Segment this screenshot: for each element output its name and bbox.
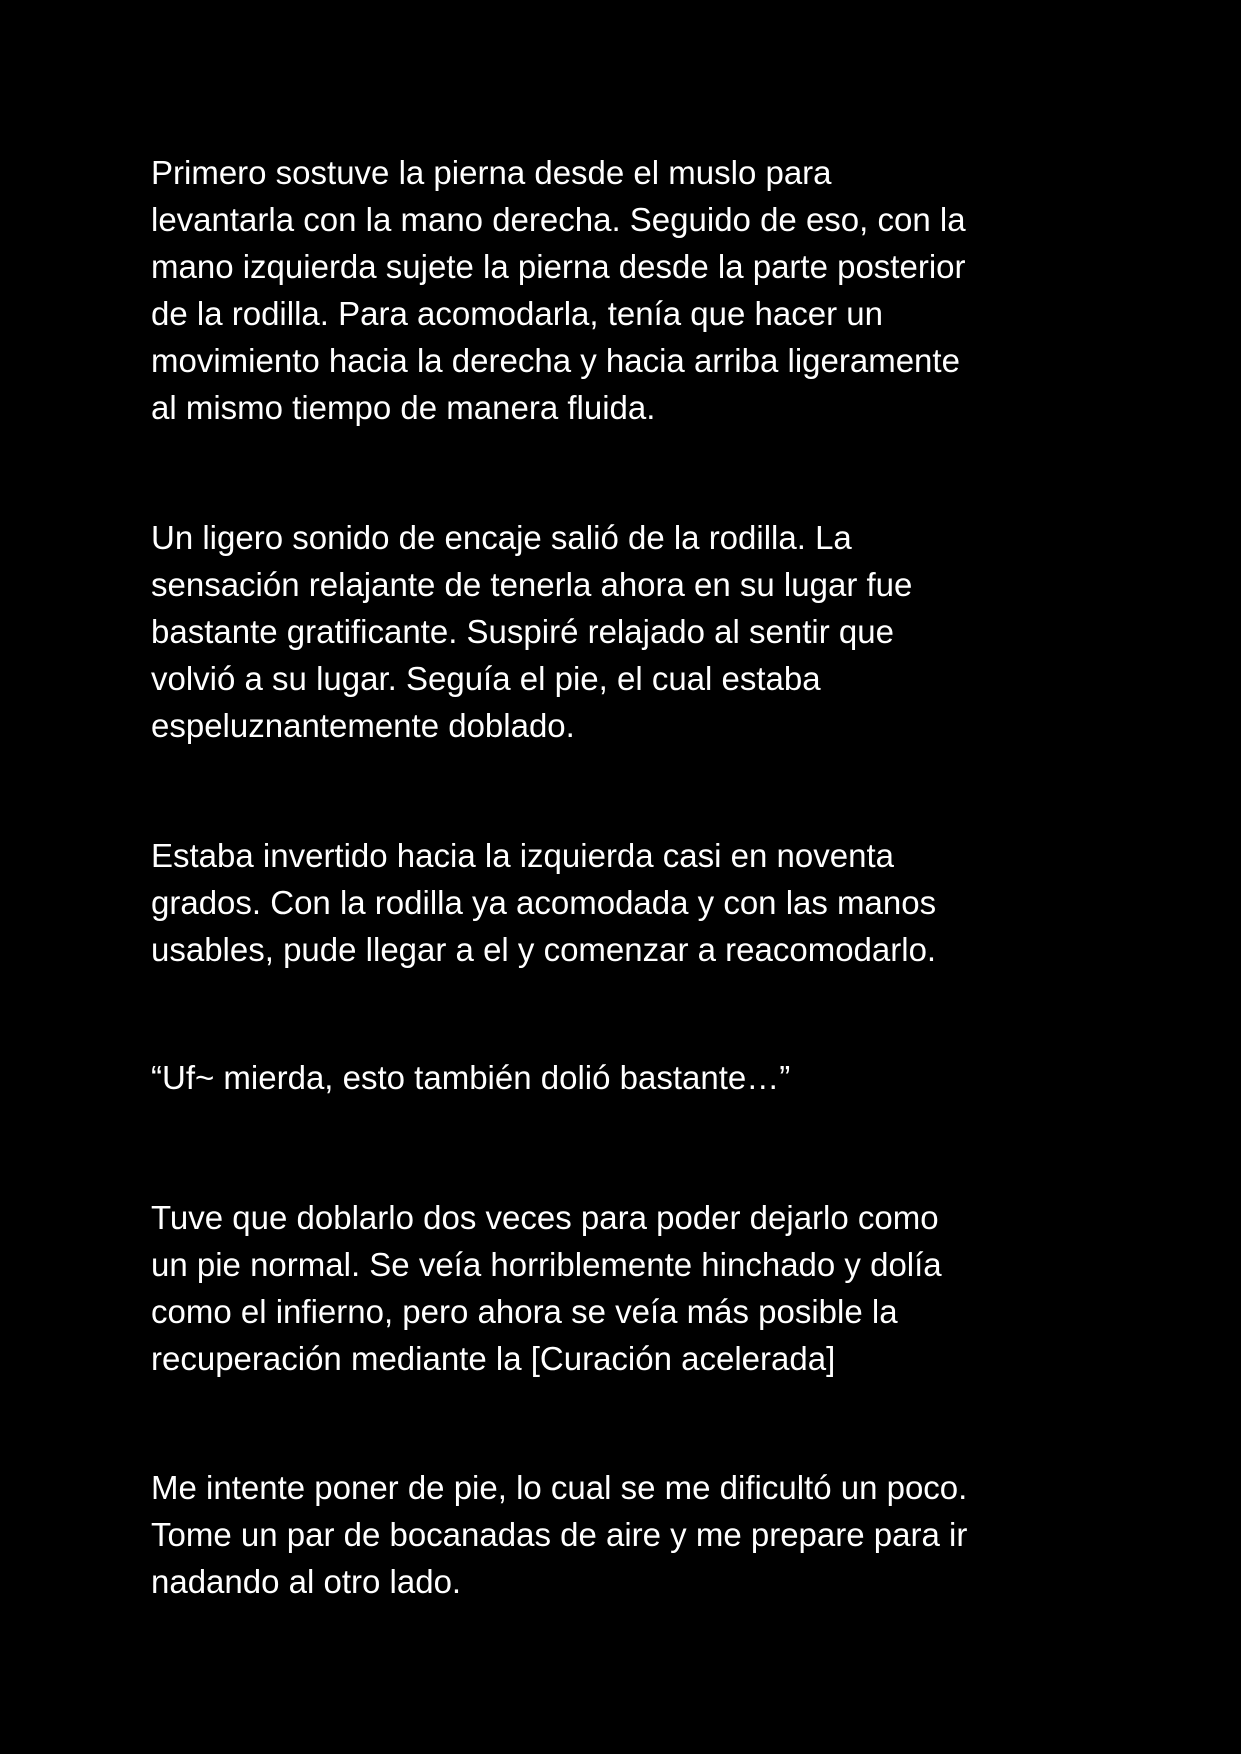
paragraph: Me intente poner de pie, lo cual se me dificultó un poco. Tome un par de bocanadas de aire y me prepare para ir nadando al otro lado. <box>151 1469 968 1600</box>
dialogue-line: “Uf~ mierda, esto también dolió bastante…” <box>151 1059 791 1096</box>
paragraph: Un ligero sonido de encaje salió de la rodilla. La sensación relajante de tenerla ahora en su lugar fue bastante gratificante. Suspiré relajado al sentir que volvió a su lugar. Seguía el pie, el cual estaba espeluznantemente doblado. <box>151 519 913 744</box>
paragraph: Estaba invertido hacia la izquierda casi en noventa grados. Con la rodilla ya acomodada y con las manos usables, pude llegar a el y comenzar a reacomodarlo. <box>151 837 937 968</box>
paragraph: Tuve que doblarlo dos veces para poder dejarlo como un pie normal. Se veía horriblemente hinchado y dolía como el infierno, pero ahora se veía más posible la recuperación mediante la [Curación acelerada] <box>151 1199 942 1377</box>
paragraph: Primero sostuve la pierna desde el muslo para levantarla con la mano derecha. Seguido de eso, con la mano izquierda sujete la pierna desde la parte posterior de la rodilla. Para acomodarla, tenía que hacer un movimiento hacia la derecha y hacia arriba ligeramente al mismo tiempo de manera fluida. <box>151 154 966 426</box>
